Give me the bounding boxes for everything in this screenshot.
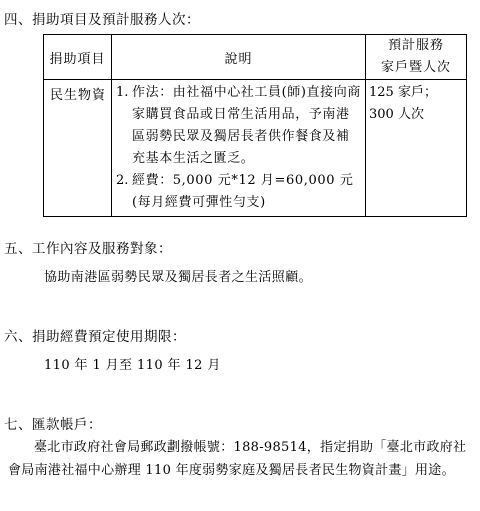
section5-body: 協助南港區弱勢民眾及獨居長者之生活照顧。	[44, 270, 313, 285]
section7-heading: 七、匯款帳戶：	[4, 417, 102, 433]
row-count-line1: 125 家戶；	[369, 85, 437, 100]
row-item: 民生物資	[44, 80, 112, 217]
section6-heading: 六、捐助經費預定使用期限：	[4, 329, 186, 345]
header-item: 捐助項目	[44, 35, 112, 80]
header-count-line2: 家戶暨人次	[380, 60, 451, 75]
funding-table	[43, 34, 467, 217]
header-count-line1: 預計服務	[387, 38, 444, 53]
desc-item-2	[116, 170, 361, 214]
row-count-line2: 300 人次	[369, 107, 424, 122]
desc-item-1-num: 1.	[116, 85, 129, 100]
row-count	[366, 80, 467, 217]
header-count	[366, 35, 467, 80]
table-header-row	[44, 35, 467, 80]
section5-heading: 五、工作內容及服務對象：	[4, 241, 172, 257]
desc-item-1	[116, 82, 361, 170]
desc-item-2-text: 經費：5,000 元*12 月=60,000 元(每月經費可彈性勻支)	[132, 173, 354, 210]
section6-body: 110 年 1 月至 110 年 12 月	[44, 358, 221, 373]
section7-body: 臺北市政府社會局郵政劃撥帳號：188-98514，指定捐助「臺北市政府社會局南港社福中心辦理 110 年度弱勢家庭及獨居長者民生物資計畫」用途。	[8, 440, 467, 478]
row-desc	[112, 80, 366, 217]
desc-item-2-num: 2.	[116, 173, 129, 188]
table-row	[44, 80, 467, 217]
section4-heading: 四、捐助項目及預計服務人次：	[4, 12, 200, 28]
desc-item-1-text: 作法：由社福中心社工員(師)直接向商家購買食品或日常生活用品，予南港區弱勢民眾及獨居長者供作餐食及補充基本生活之匱乏。	[132, 85, 361, 166]
header-desc: 說明	[112, 35, 366, 80]
